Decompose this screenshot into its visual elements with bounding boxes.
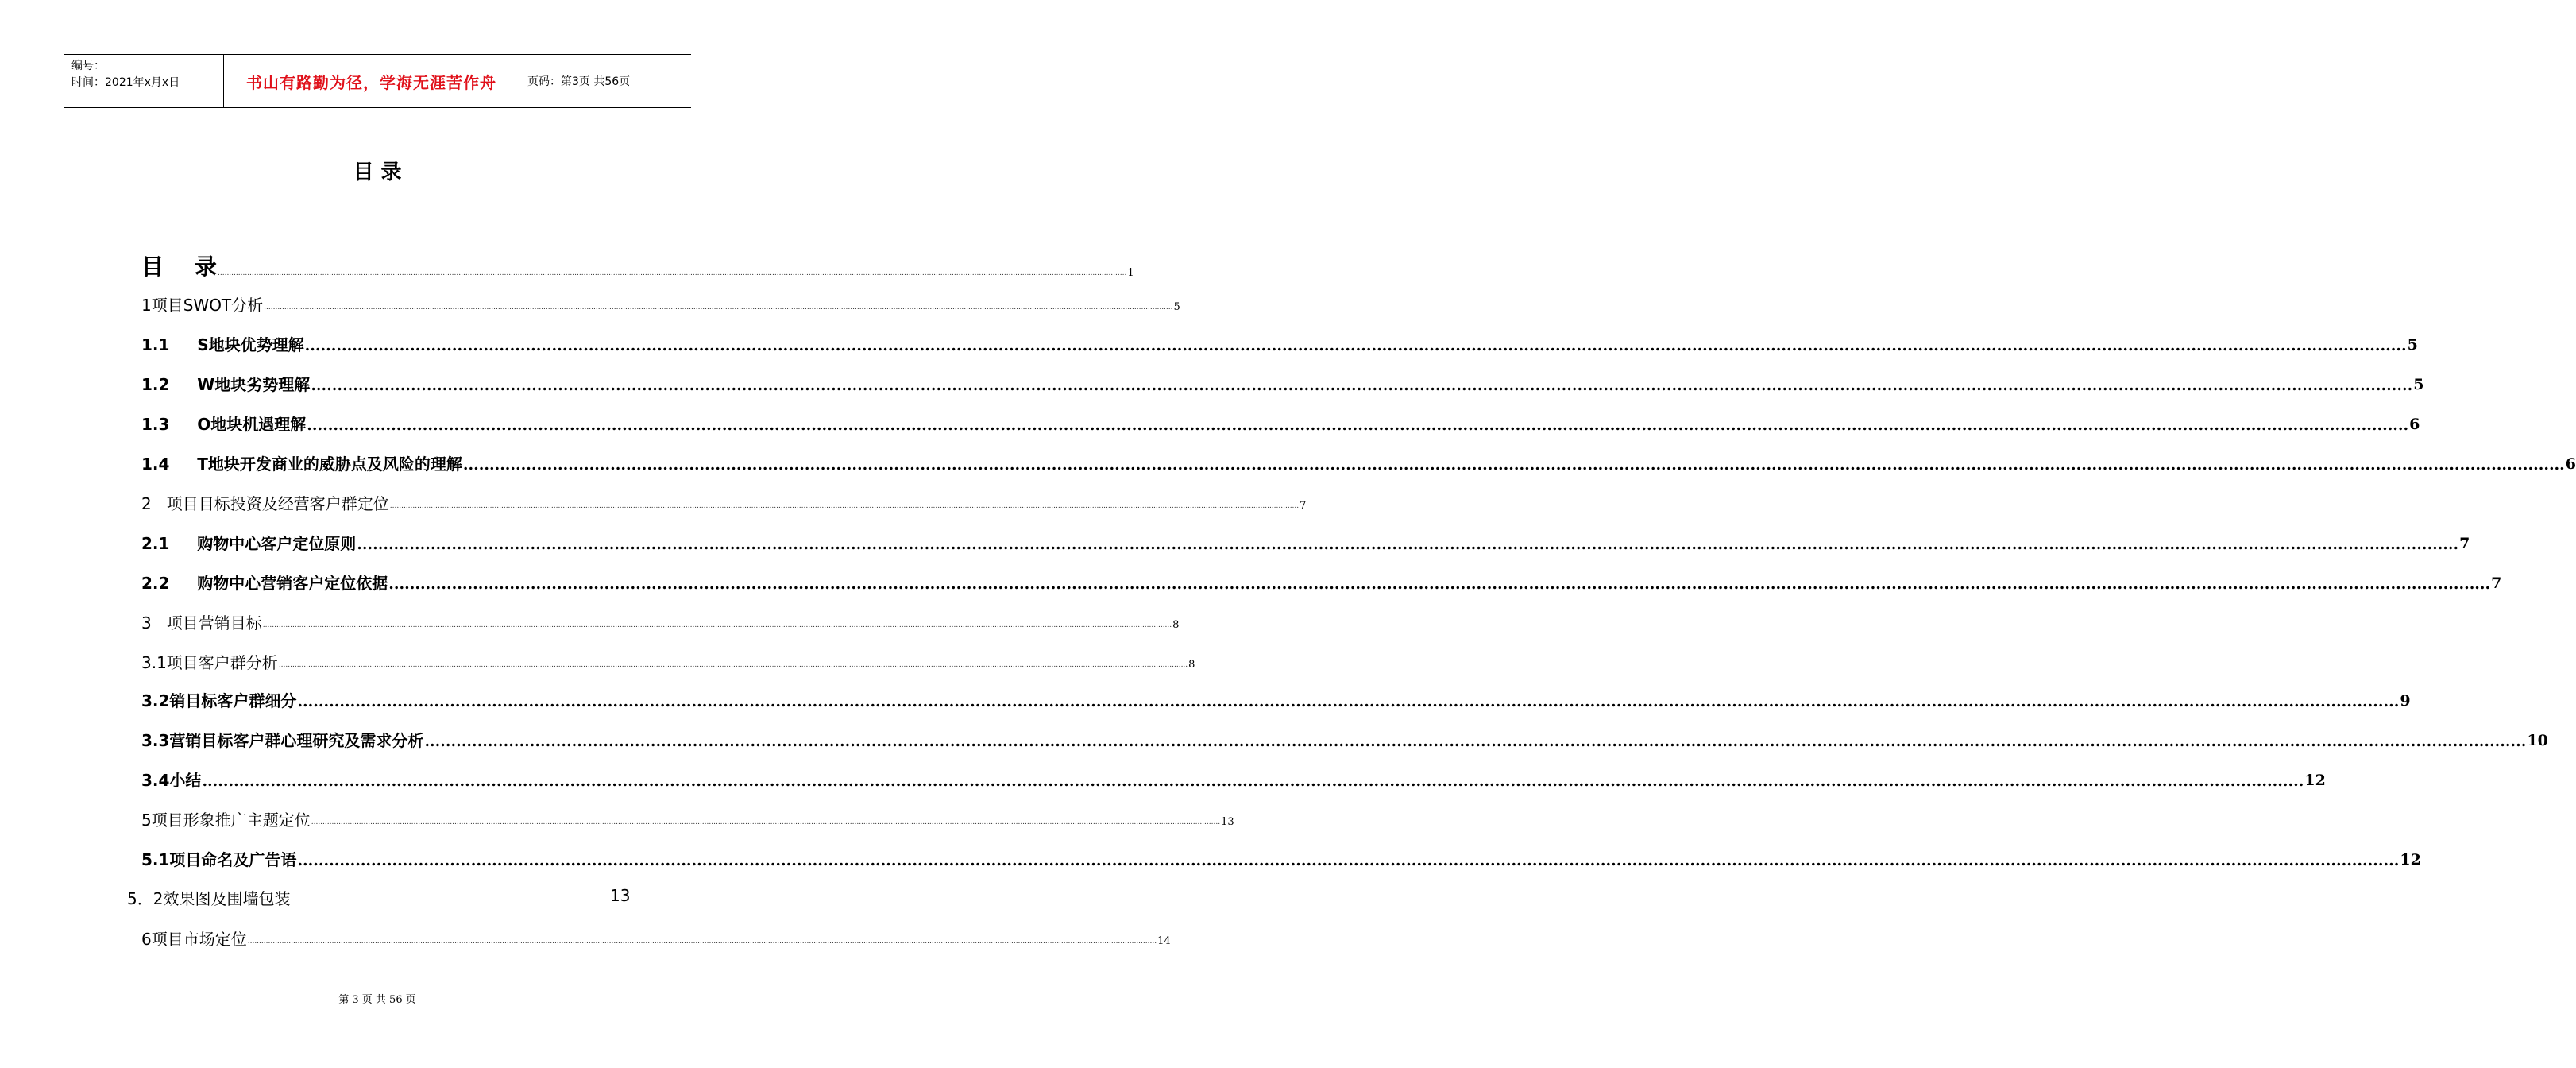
- toc-entry-page: 7: [2459, 535, 2470, 552]
- toc-entry[interactable]: [141, 491, 1307, 514]
- toc-leader-dots: ................................................................................................................................................................................................................................................................................................................................................................................................................: [388, 575, 2491, 593]
- toc-leader-dots: ................................................................................................................................................................................................................................................................................................................................................................................................................: [307, 416, 2409, 434]
- toc-entry-page: 7: [2491, 575, 2502, 592]
- toc-entry-label: 6项目市场定位: [141, 930, 247, 949]
- toc-entry-label: 3.1项目客户群分析: [141, 653, 278, 672]
- toc-entry[interactable]: [141, 250, 1134, 281]
- toc-entry-label: 3.4小结: [141, 771, 202, 790]
- toc-entry[interactable]: [141, 728, 2548, 751]
- toc-leader-dots: ................................................................................................................................................................................................................................................................................................................................................................................................................: [278, 661, 1188, 669]
- toc-leader-dots: ................................................................................................................................................................................................................................................................................................................................................................................................................: [462, 456, 2565, 474]
- toc-leader-dots: ................................................................................................................................................................................................................................................................................................................................................................................................................: [311, 377, 2413, 394]
- toc-leader-dots: ................................................................................................................................................................................................................................................................................................................................................................................................................: [297, 852, 2400, 869]
- toc-entry[interactable]: [141, 292, 1180, 315]
- toc-entry-page: 8: [1188, 659, 1195, 671]
- toc-entry-page: 5: [2407, 336, 2418, 354]
- page-info: 页码：第3页 共56页: [527, 75, 631, 88]
- toc-leader-dots: ................................................................................................................................................................................................................................................................................................................................................................................................................: [247, 938, 1157, 946]
- toc-entry-label: 5．2效果图及围墙包装: [127, 889, 291, 908]
- toc-entry-page: 10: [2527, 732, 2548, 749]
- toc-entry-label: 1.1 S地块优势理解: [141, 335, 304, 354]
- toc-entry[interactable]: [141, 412, 2420, 435]
- toc-leader-dots: ................................................................................................................................................................................................................................................................................................................................................................................................................: [389, 502, 1300, 510]
- toc-entry-label: 目 录: [141, 253, 217, 280]
- toc-leader-dots: ................................................................................................................................................................................................................................................................................................................................................................................................................: [424, 733, 2527, 750]
- toc-leader-dots: ................................................................................................................................................................................................................................................................................................................................................................................................................: [297, 693, 2400, 710]
- toc-entry-page: 13: [1221, 816, 1234, 828]
- toc-entry[interactable]: [141, 847, 2421, 870]
- page-header: [64, 54, 691, 108]
- toc-entry-label: 1项目SWOT分析: [141, 296, 264, 315]
- toc-entry-label: 2.2 购物中心营销客户定位依据: [141, 574, 388, 593]
- toc-entry-page: 9: [2400, 692, 2411, 710]
- toc-entry[interactable]: [141, 768, 2326, 791]
- toc-leader-dots: ................................................................................................................................................................................................................................................................................................................................................................................................................: [357, 536, 2459, 553]
- page-footer: 第 3 页 共 56 页: [338, 994, 416, 1006]
- toc-entry[interactable]: [141, 927, 1171, 950]
- toc-entry-page: 6: [2565, 455, 2576, 473]
- toc-entry-page: 6: [2409, 416, 2420, 433]
- toc-entry[interactable]: [141, 571, 2502, 594]
- toc-leader-dots: ................................................................................................................................................................................................................................................................................................................................................................................................................: [202, 772, 2304, 790]
- toc-entry-page: 8: [1172, 619, 1180, 631]
- date-label: 时间：2021年x月x日: [71, 76, 180, 89]
- toc-entry-label: 3.3营销目标客户群心理研究及需求分析: [141, 731, 424, 750]
- motto: 书山有路勤为径，学海无涯苦作舟: [246, 72, 496, 92]
- toc-entry-label: 2.1 购物中心客户定位原则: [141, 534, 357, 553]
- toc-entry-page: 5: [1173, 301, 1180, 313]
- toc-entry-page: 5: [2413, 376, 2424, 393]
- toc-entry[interactable]: [141, 610, 1180, 633]
- toc-entry[interactable]: [141, 531, 2470, 554]
- toc-entry-label: 2 项目目标投资及经营客户群定位: [141, 494, 389, 513]
- toc-entry[interactable]: [141, 688, 2411, 711]
- header-page-info-cell: [519, 55, 691, 107]
- toc-entry-label: 1.3 O地块机遇理解: [141, 415, 307, 434]
- toc-entry[interactable]: [141, 451, 2576, 474]
- toc-entry[interactable]: [127, 886, 631, 909]
- toc-entry[interactable]: [141, 332, 2418, 355]
- toc-entry-label: 5项目形象推广主题定位: [141, 811, 311, 830]
- header-motto-cell: [224, 55, 519, 107]
- toc-entry-page: 7: [1300, 500, 1307, 512]
- toc-entry-label: 1.4 T地块开发商业的威胁点及风险的理解: [141, 455, 462, 474]
- toc-entry-page: 14: [1157, 935, 1171, 947]
- toc-entry-page: 13: [610, 886, 631, 905]
- toc-entry-label: 1.2 W地块劣势理解: [141, 375, 311, 394]
- toc-entry[interactable]: [141, 807, 1234, 830]
- toc-leader-dots: ................................................................................................................................................................................................................................................................................................................................................................................................................: [264, 304, 1173, 312]
- toc-leader-dots: ................................................................................................................................................................................................................................................................................................................................................................................................................: [311, 818, 1221, 826]
- toc-leader-dots: ................................................................................................................................................................................................................................................................................................................................................................................................................: [262, 621, 1172, 629]
- toc-entry-page: 12: [2304, 772, 2326, 789]
- toc-entry[interactable]: [141, 650, 1195, 673]
- page-title: 目 录: [353, 161, 402, 184]
- toc-entry-label: 3.2销目标客户群细分: [141, 691, 297, 710]
- toc-entry-page: 1: [1127, 267, 1134, 279]
- toc-entry-page: 12: [2400, 851, 2421, 869]
- toc-leader-dots: ................................................................................................................................................................................................................................................................................................................................................................................................................: [304, 337, 2407, 354]
- toc-entry-label: 5.1项目命名及广告语: [141, 850, 297, 869]
- toc-entry[interactable]: [141, 372, 2424, 395]
- toc-entry-label: 3 项目营销目标: [141, 613, 262, 633]
- number-label: 编号：: [71, 60, 105, 72]
- header-meta: [64, 55, 224, 107]
- toc-leader-dots: ................................................................................................................................................................................................................................................................................................................................................................................................................: [218, 269, 1127, 277]
